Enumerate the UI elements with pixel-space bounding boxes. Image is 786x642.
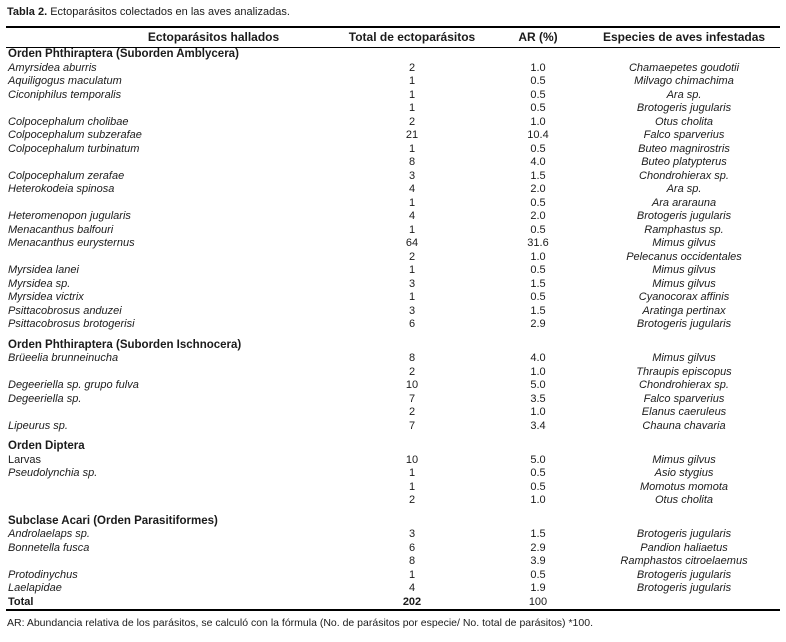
ar-cell: 4.0 — [530, 156, 546, 169]
table-row — [6, 318, 780, 332]
ar-cell: 10.4 — [527, 129, 549, 142]
parasite-name-cell — [6, 102, 336, 116]
ar-cell: 1.5 — [530, 277, 546, 290]
ar-cell: 0.5 — [530, 568, 546, 581]
ar-cell: 0.5 — [530, 88, 546, 101]
parasite-name-cell: Heteromenopon jugularis — [8, 210, 131, 223]
table-row — [6, 454, 780, 468]
section-header-row — [6, 48, 780, 62]
species-cell: Milvago chimachima — [634, 75, 734, 88]
table-row — [6, 542, 780, 556]
total-row-species-cell — [588, 596, 780, 611]
parasite-name-cell: Myrsidea sp. — [8, 277, 71, 290]
total-cell: 4 — [408, 210, 416, 223]
total-cell: 1 — [408, 264, 416, 277]
species-cell: Mimus gilvus — [652, 277, 716, 290]
parasite-name-cell: Brüeelia brunneinucha — [8, 352, 119, 365]
ar-cell: 0.5 — [530, 480, 546, 493]
section-header-row — [6, 440, 780, 454]
ar-cell: 3.9 — [530, 555, 546, 568]
parasite-name-cell — [6, 251, 336, 265]
parasite-name-cell — [6, 555, 336, 569]
parasite-name-cell: Psittacobrosus brotogerisi — [8, 318, 135, 331]
parasite-name-cell: Ciconiphilus temporalis — [8, 88, 122, 101]
table-row — [6, 224, 780, 238]
table-title — [7, 5, 780, 19]
parasite-name-cell: Androlaelaps sp. — [8, 528, 90, 541]
ar-cell: 0.5 — [530, 142, 546, 155]
table-row — [6, 406, 780, 420]
species-cell: Ramphastus sp. — [644, 223, 724, 236]
col-header-total-ectoparasitos: Total de ectoparásitos — [336, 27, 488, 48]
ar-cell: 2.9 — [530, 541, 546, 554]
species-cell: Thraupis episcopus — [636, 365, 732, 378]
total-cell: 2 — [408, 115, 416, 128]
total-cell: 1 — [408, 102, 416, 115]
species-cell: Mimus gilvus — [652, 237, 716, 250]
total-cell: 2 — [408, 61, 416, 74]
ectoparasites-table — [6, 26, 780, 611]
table-row — [6, 62, 780, 76]
ar-cell: 0.5 — [530, 223, 546, 236]
spacer-cell — [6, 332, 780, 339]
table-row — [6, 569, 780, 583]
total-cell: 8 — [408, 555, 416, 568]
total-cell: 2 — [408, 406, 416, 419]
table-row — [6, 420, 780, 434]
species-cell: Chamaepetes goudotii — [628, 61, 740, 74]
table-row — [6, 170, 780, 184]
ar-cell: 0.5 — [530, 75, 546, 88]
species-cell: Chondrohierax sp. — [639, 169, 729, 182]
section-header-label: Orden Diptera — [8, 440, 85, 453]
species-cell: Elanus caeruleus — [641, 406, 727, 419]
ar-cell: 5.0 — [530, 379, 546, 392]
total-cell: 3 — [408, 528, 416, 541]
total-row — [6, 596, 780, 611]
table-header-row — [6, 27, 780, 48]
col-header-especies-aves: Especies de aves infestadas — [588, 27, 780, 48]
section-header-label: Orden Phthiraptera (Suborden Amblycera) — [8, 48, 239, 61]
total-cell: 3 — [408, 169, 416, 182]
table-row — [6, 251, 780, 265]
total-cell: 7 — [408, 392, 416, 405]
total-cell: 21 — [405, 129, 419, 142]
total-row-total-cell: 202 — [336, 596, 488, 611]
table-title-label: Tabla 2. — [7, 6, 48, 18]
ar-cell: 2.9 — [530, 318, 546, 331]
ar-cell: 31.6 — [527, 237, 549, 250]
species-cell: Chondrohierax sp. — [639, 379, 729, 392]
ar-cell: 1.0 — [530, 250, 546, 263]
species-cell: Brotogeris jugularis — [636, 210, 732, 223]
species-cell: Mimus gilvus — [652, 453, 716, 466]
table-row — [6, 305, 780, 319]
ar-cell: 1.0 — [530, 365, 546, 378]
total-cell: 1 — [408, 196, 416, 209]
parasite-name-cell: Laelapidae — [8, 582, 62, 595]
table-row — [6, 582, 780, 596]
table-row — [6, 143, 780, 157]
table-row — [6, 237, 780, 251]
total-cell: 3 — [408, 277, 416, 290]
ar-cell: 1.0 — [530, 115, 546, 128]
ar-cell: 1.5 — [530, 528, 546, 541]
ar-cell: 2.0 — [530, 210, 546, 223]
ar-cell: 1.0 — [530, 406, 546, 419]
ar-cell: 0.5 — [530, 467, 546, 480]
section-header-label: Subclase Acari (Orden Parasitiformes) — [8, 514, 218, 527]
parasite-name-cell: Myrsidea lanei — [8, 264, 79, 277]
total-cell: 7 — [408, 419, 416, 432]
col-header-ectoparasitos-hallados: Ectoparásitos hallados — [6, 27, 336, 48]
parasite-name-cell: Colpocephalum zerafae — [8, 169, 125, 182]
spacer-cell — [6, 508, 780, 515]
species-cell: Pandion haliaetus — [640, 541, 728, 554]
spacer-row — [6, 508, 780, 515]
total-cell: 1 — [408, 467, 416, 480]
table-footnote: AR: Abundancia relativa de los parásitos, se calculó con la fórmula (No. de parásitos por especie/ No. total de parásitos) *100. — [7, 617, 593, 629]
spacer-row — [6, 332, 780, 339]
table-row — [6, 467, 780, 481]
species-cell: Momotus momota — [639, 480, 729, 493]
table-row — [6, 210, 780, 224]
parasite-name-cell — [6, 366, 336, 380]
species-cell: Brotogeris jugularis — [636, 528, 732, 541]
species-cell: Pelecanus occidentales — [626, 250, 742, 263]
table-row — [6, 129, 780, 143]
total-cell: 2 — [408, 365, 416, 378]
total-cell: 1 — [408, 75, 416, 88]
species-cell: Otus cholita — [654, 494, 714, 507]
ar-cell: 0.5 — [530, 264, 546, 277]
parasite-name-cell: Degeeriella sp. grupo fulva — [8, 379, 139, 392]
parasite-name-cell: Heterokodeia spinosa — [8, 183, 115, 196]
total-row-ar-cell: 100 — [488, 596, 588, 611]
parasite-name-cell: Bonnetella fusca — [8, 541, 90, 554]
ar-cell: 5.0 — [530, 453, 546, 466]
section-header-label: Orden Phthiraptera (Suborden Ischnocera) — [8, 338, 242, 351]
total-cell: 6 — [408, 318, 416, 331]
species-cell: Ara sp. — [666, 183, 702, 196]
ar-cell: 1.0 — [530, 494, 546, 507]
table-row — [6, 264, 780, 278]
ar-cell: 2.0 — [530, 183, 546, 196]
total-cell: 2 — [408, 494, 416, 507]
species-cell: Asio stygius — [654, 467, 714, 480]
total-cell: 1 — [408, 568, 416, 581]
ar-cell: 1.5 — [530, 169, 546, 182]
species-cell: Brotogeris jugularis — [636, 568, 732, 581]
spacer-row — [6, 433, 780, 440]
table-row — [6, 278, 780, 292]
species-cell: Brotogeris jugularis — [636, 318, 732, 331]
parasite-name-cell: Menacanthus balfouri — [8, 223, 114, 236]
total-cell: 10 — [405, 453, 419, 466]
parasite-name-cell: Degeeriella sp. — [8, 392, 82, 405]
parasite-name-cell — [6, 406, 336, 420]
table-row — [6, 291, 780, 305]
species-cell: Mimus gilvus — [652, 352, 716, 365]
total-cell: 4 — [408, 582, 416, 595]
total-cell: 4 — [408, 183, 416, 196]
species-cell: Falco sparverius — [643, 392, 725, 405]
species-cell: Chauna chavaria — [642, 419, 726, 432]
total-cell: 1 — [408, 480, 416, 493]
section-header-row — [6, 515, 780, 529]
parasite-name-cell: Myrsidea victrix — [8, 291, 84, 304]
col-header-ar-percent: AR (%) — [488, 27, 588, 48]
species-cell: Aratinga pertinax — [642, 304, 726, 317]
species-cell: Cyanocorax affinis — [638, 291, 730, 304]
species-cell: Brotogeris jugularis — [636, 102, 732, 115]
total-cell: 6 — [408, 541, 416, 554]
table-row — [6, 197, 780, 211]
section-header-row — [6, 339, 780, 353]
parasite-name-cell: Larvas — [8, 453, 42, 466]
table-row — [6, 494, 780, 508]
species-cell: Brotogeris jugularis — [636, 582, 732, 595]
total-cell: 1 — [408, 88, 416, 101]
parasite-name-cell: Aquiligogus maculatum — [8, 75, 122, 88]
ar-cell: 4.0 — [530, 352, 546, 365]
ar-cell: 1.0 — [530, 61, 546, 74]
species-cell: Buteo magnirostris — [638, 142, 730, 155]
total-cell: 10 — [405, 379, 419, 392]
ar-cell: 0.5 — [530, 291, 546, 304]
total-cell: 3 — [408, 304, 416, 317]
parasite-name-cell: Colpocephalum subzerafae — [8, 129, 142, 142]
parasite-name-cell — [6, 494, 336, 508]
species-cell: Otus cholita — [654, 115, 714, 128]
table-row — [6, 156, 780, 170]
ar-cell: 0.5 — [530, 196, 546, 209]
table-row — [6, 116, 780, 130]
parasite-name-cell — [6, 197, 336, 211]
total-cell: 1 — [408, 142, 416, 155]
table-row — [6, 352, 780, 366]
table-row — [6, 183, 780, 197]
table-row — [6, 393, 780, 407]
parasite-name-cell: Psittacobrosus anduzei — [8, 304, 122, 317]
ar-cell: 0.5 — [530, 102, 546, 115]
table-row — [6, 528, 780, 542]
parasite-name-cell: Colpocephalum turbinatum — [8, 142, 140, 155]
spacer-cell — [6, 433, 780, 440]
table-row — [6, 555, 780, 569]
species-cell: Ramphastos citroelaemus — [620, 555, 748, 568]
parasite-name-cell: Menacanthus eurysternus — [8, 237, 135, 250]
ar-cell: 1.9 — [530, 582, 546, 595]
species-cell: Buteo platypterus — [641, 156, 727, 169]
total-cell: 2 — [408, 250, 416, 263]
total-cell: 1 — [408, 291, 416, 304]
total-cell: 8 — [408, 352, 416, 365]
parasite-name-cell: Protodinychus — [8, 568, 78, 581]
parasite-name-cell: Lipeurus sp. — [8, 419, 68, 432]
ar-cell: 3.5 — [530, 392, 546, 405]
table-row — [6, 102, 780, 116]
total-cell: 64 — [405, 237, 419, 250]
species-cell: Ara sp. — [666, 88, 702, 101]
parasite-name-cell: Amyrsidea aburris — [8, 61, 97, 74]
table-row — [6, 75, 780, 89]
total-cell: 8 — [408, 156, 416, 169]
ar-cell: 3.4 — [530, 419, 546, 432]
parasite-name-cell — [6, 481, 336, 495]
parasite-name-cell — [6, 156, 336, 170]
table-title-text: Ectoparásitos colectados en las aves analizadas. — [47, 6, 290, 18]
species-cell: Ara ararauna — [651, 196, 717, 209]
table-row — [6, 481, 780, 495]
parasite-name-cell: Colpocephalum cholibae — [8, 115, 129, 128]
table-row — [6, 89, 780, 103]
parasite-name-cell: Pseudolynchia sp. — [8, 467, 98, 480]
table-row — [6, 379, 780, 393]
total-row-label: Total — [6, 596, 336, 611]
table-row — [6, 366, 780, 380]
species-cell: Falco sparverius — [643, 129, 725, 142]
species-cell: Mimus gilvus — [652, 264, 716, 277]
ar-cell: 1.5 — [530, 304, 546, 317]
total-cell: 1 — [408, 223, 416, 236]
